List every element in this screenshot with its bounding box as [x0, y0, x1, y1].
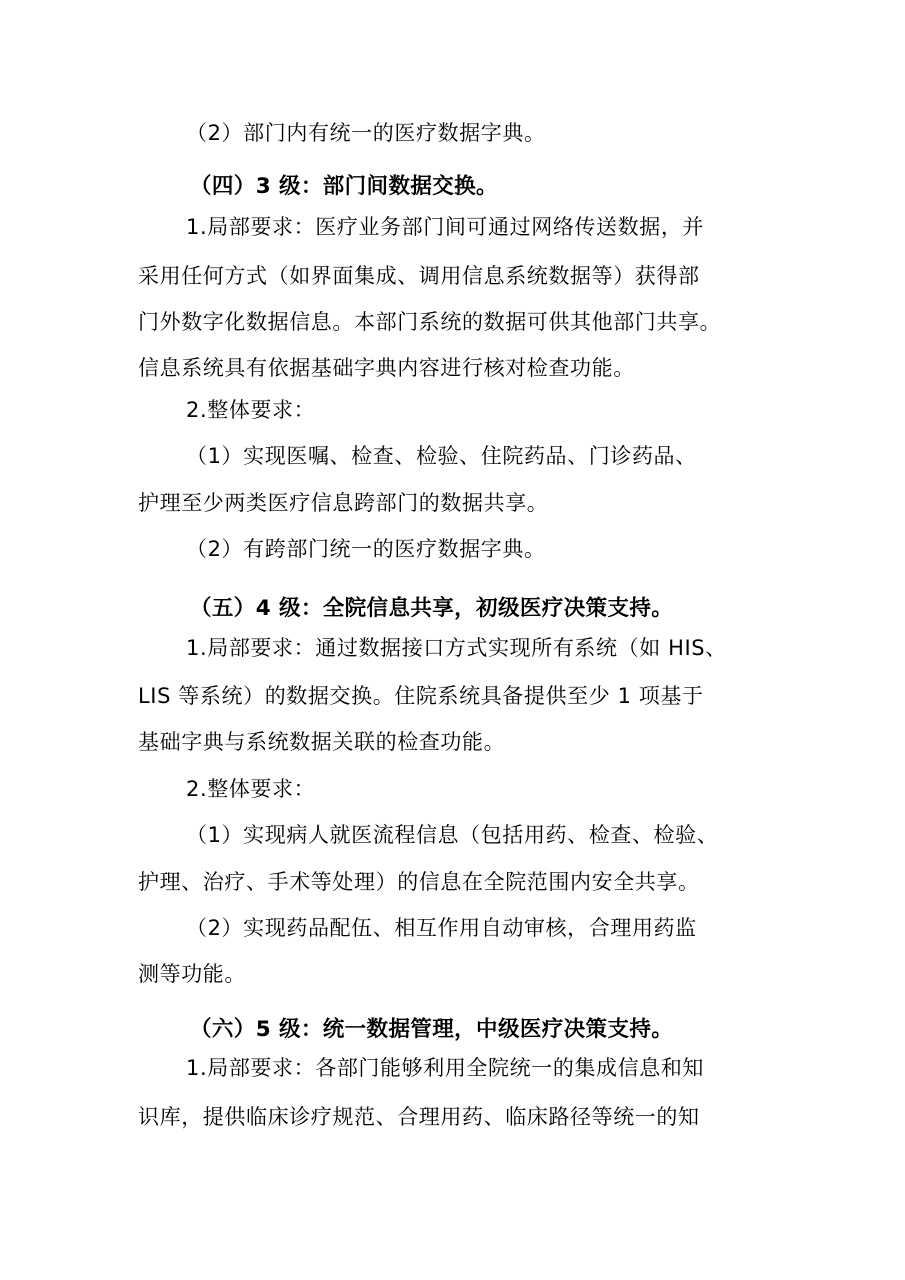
paragraph-line: （1）实现医嘱、检查、检验、住院药品、门诊药品、	[186, 444, 697, 468]
paragraph-line: 2.整体要求：	[186, 398, 316, 422]
paragraph-line: 1.局部要求：医疗业务部门间可通过网络传送数据，并	[186, 215, 705, 239]
section-heading: （四）3 级：部门间数据交换。	[190, 174, 498, 199]
paragraph-line: 门外数字化数据信息。本部门系统的数据可供其他部门共享。	[138, 310, 722, 334]
paragraph-line: 测等功能。	[138, 962, 246, 986]
paragraph-line: 信息系统具有依据基础字典内容进行核对检查功能。	[138, 356, 635, 380]
section-heading: （六）5 级：统一数据管理，中级医疗决策支持。	[190, 1017, 674, 1042]
paragraph-line: 1.局部要求：各部门能够利用全院统一的集成信息和知	[186, 1056, 705, 1080]
paragraph-line: 采用任何方式（如界面集成、调用信息系统数据等）获得部	[138, 264, 700, 288]
paragraph-line: 护理至少两类医疗信息跨部门的数据共享。	[138, 491, 549, 515]
paragraph-line: （1）实现病人就医流程信息（包括用药、检查、检验、	[186, 823, 719, 847]
paragraph-line: （2）部门内有统一的医疗数据字典。	[186, 121, 546, 145]
paragraph-line: 1.局部要求：通过数据接口方式实现所有系统（如 HIS、	[186, 636, 727, 660]
paragraph-line: 基础字典与系统数据关联的检查功能。	[138, 730, 506, 754]
section-heading: （五）4 级：全院信息共享，初级医疗决策支持。	[190, 596, 674, 621]
paragraph-line: 2.整体要求：	[186, 777, 316, 801]
paragraph-line: 识库，提供临床诊疗规范、合理用药、临床路径等统一的知	[138, 1105, 700, 1129]
paragraph-line: （2）实现药品配伍、相互作用自动审核，合理用药监	[186, 916, 697, 940]
paragraph-line: 护理、治疗、手术等处理）的信息在全院范围内安全共享。	[138, 870, 700, 894]
paragraph-line: （2）有跨部门统一的医疗数据字典。	[186, 537, 546, 561]
paragraph-line: LIS 等系统）的数据交换。住院系统具备提供至少 1 项基于	[138, 684, 704, 708]
